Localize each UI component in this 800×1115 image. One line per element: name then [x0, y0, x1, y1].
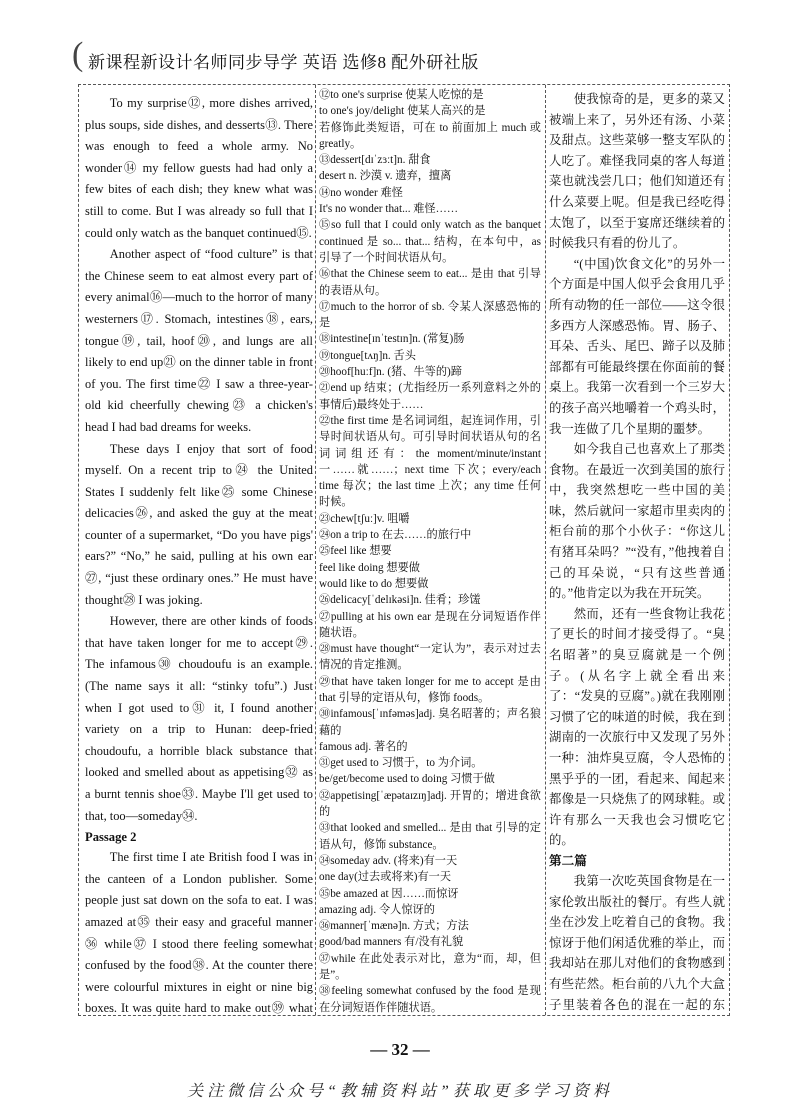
- translation1-paragraph: “(中国)饮食文化”的另外一个方面是中国人似乎会食用几乎所有动物的任一部位——这令很多西方人深感恐怖。胃、肠子、耳朵、舌头、尾巴、蹄子以及肺部都有可能最终摆在你面前的餐桌上。我第一次看到一个三岁大的孩子高兴地嚼着一个鸡头时，我一连做了几个星期的噩梦。: [549, 256, 725, 436]
- note: ㊲while 在此处表示对比，意为“而，却，但是”。: [319, 952, 541, 982]
- note: ⑭no wonder 难怪: [319, 186, 403, 199]
- note: ㉑end up 结束；(尤指经历一系列意料之外的事情后)最终处于……: [319, 382, 541, 411]
- note: ㉜appetising[ˈæpətaɪzɪŋ]adj. 开胃的；增进食欲的: [319, 789, 541, 819]
- translation2-paragraph: 我第一次吃英国食物是在一家伦敦出版社的餐厅。有些人就坐在沙发上吃着自己的食物。我惊讶于他们闲适优雅的举止，而我却站在那儿对他们的食物感到有些茫然。柜台前的八九个大盒子里装着各色的混在一起的东: [549, 873, 725, 1012]
- header-title: 新课程新设计名师同步导学 英语 选修8 配外研社版: [88, 53, 479, 72]
- note: ㉘must have thought“一定认为”，表示对过去情况的肯定推测。: [319, 643, 541, 672]
- passage2-heading: Passage 2: [85, 830, 137, 845]
- note: ⑮so full that I could only watch as the banquet continued 是 so... that... 结构，在本句中，as 引导了一个时间状语从句。: [319, 219, 541, 264]
- note: ㉟be amazed at 因……而惊讶: [319, 887, 459, 900]
- note: would like to do 想要做: [319, 577, 429, 590]
- page-header: [72, 36, 738, 74]
- note: ㉙that have taken longer for me to accept 是由 that 引导的定语从句，修饰 foods。: [319, 675, 541, 704]
- passage1-paragraph: To my surprise⑫, more dishes arrived, plus soups, side dishes, and desserts⑬. There was enough to feed a whole army. No wonder⑭ my fellow guests had had only a few bites of each dish; they knew what was still to come. But I was already so full that I could only watch as the banquet continued⑮.: [85, 96, 313, 240]
- translation-column: [549, 85, 725, 1015]
- english-passage-column: [85, 85, 313, 1015]
- column-divider: [315, 85, 316, 1015]
- translation1-paragraph: 然而，还有一些食物让我花了更长的时间才接受得了。“臭名昭著”的臭豆腐就是一个例子。(从名字上就全看出来了：“发臭的豆腐”。)就在我刚刚习惯了它的味道的时候，我在到湖南的一次旅行中又发现了另外一种：油炸臭豆腐，令人恐怖的黑乎乎的一团，看起来、闻起来都像是一只烧焦了的网球鞋。或许有那么一天我也会习惯吃它的。: [549, 606, 725, 848]
- note: ㊱manner[ˈmænə]n. 方式；方法: [319, 920, 469, 933]
- note: ⑬dessert[dɪˈzɜːt]n. 甜食: [319, 154, 431, 167]
- note: 若修饰此类短语，可在 to 前面加上 much 或 greatly。: [319, 121, 541, 150]
- note: ㉓chew[tʃuː]v. 咀嚼: [319, 512, 410, 525]
- note: ⑯that the Chinese seem to eat... 是由 that 引导的表语从句。: [319, 268, 541, 297]
- note: ㊳feeling somewhat confused by the food 是现在分词短语作伴随状语。: [319, 985, 541, 1014]
- note: ⑫to one's surprise 使某人吃惊的是: [319, 89, 484, 101]
- translation1-paragraph: 使我惊奇的是，更多的菜又被端上来了，另外还有汤、小菜及甜点。这些菜够一整支军队的人吃了。难怪我同桌的客人每道菜也就浅尝几口；他们知道还有什么菜要上呢。但是我已经吃得太饱了，以至于宴席还继续着的时候我只有看的份儿了。: [549, 92, 725, 251]
- note: ㉞someday adv. (将来)有一天: [319, 854, 458, 867]
- note: It's no wonder that... 难怪……: [319, 203, 459, 216]
- column-divider: [545, 85, 546, 1015]
- page-number: — 32 —: [370, 1040, 430, 1059]
- note: ㉛get used to 习惯于，to 为介词。: [319, 757, 483, 770]
- passage2-paragraph: The first time I ate British food I was in the canteen of a London publisher. Some people just sat down on the sofa to eat. I was amazed at㉟ their easy and graceful manner㊱ while㊲ I stood there feeling somewhat confused by the food㊳. At the counter there were colourful mixtures in eight or nine big boxes. It was quite hard to make out㊴ what: [85, 850, 313, 1015]
- note: ⑰much to the horror of sb. 令某人深感恐怖的是: [319, 300, 541, 330]
- translation2-heading: 第二篇: [549, 853, 587, 868]
- note: be/get/become used to doing 习惯于做: [319, 773, 495, 786]
- note: to one's joy/delight 使某人高兴的是: [319, 105, 486, 118]
- note: amazing adj. 令人惊讶的: [319, 903, 435, 916]
- note: famous adj. 著名的: [319, 740, 408, 753]
- note: ㉕feel like 想要: [319, 545, 392, 558]
- translation1-paragraph: 如今我自己也喜欢上了那类食物。在最近一次到美国的旅行中，我突然想吃一些中国的美味，然后就问一家超市里卖肉的柜台前的那个小伙子：“你这儿有猪耳朵吗？”“没有，”他拽着自己的耳朵说，“只有这些普通的。”他肯定以为我在开玩笑。: [549, 442, 725, 601]
- header-bracket: (: [72, 36, 84, 73]
- note: ⑲tongue[tʌŋ]n. 舌头: [319, 349, 416, 362]
- note: ㉖delicacy[ˈdelɪkəsi]n. 佳肴；珍馐: [319, 594, 481, 607]
- note: ㉝that looked and smelled... 是由 that 引导的定语从句，修饰 substance。: [319, 822, 541, 851]
- content-box: [78, 84, 730, 1016]
- note: feel like doing 想要做: [319, 561, 420, 574]
- note: good/bad manners 有/没有礼貌: [319, 936, 464, 949]
- note: ⑳hoof[huːf]n. (猪、牛等的)蹄: [319, 366, 462, 379]
- note: ⑱intestine[ɪnˈtestɪn]n. (常复)肠: [319, 333, 465, 346]
- notes-column: [319, 85, 541, 1015]
- passage1-paragraph: However, there are other kinds of foods that have taken longer for me to accept㉙. The infamous㉚ choudoufu is an example. (The name says it all: “stinky tofu”.) Just when I got used to㉛ it, I found another variety on a trip to Hunan: deep-fried choudoufu, a horrible black substance that looked and smelled about as appetising㉜ as a burnt tennis shoe㉝. Maybe I'll get used to that, too—someday㉞.: [85, 614, 313, 823]
- passage1-paragraph: These days I enjoy that sort of food myself. On a recent trip to㉔ the United States I suddenly felt like㉕ some Chinese delicacies㉖, and asked the guy at the meat counter of a supermarket, “Do you have pigs' ears?” “No,” he said, pulling at his own ear㉗, “just these ordinary ones.” He must have thought㉘ I was joking.: [85, 441, 313, 607]
- note: desert n. 沙漠 v. 遗弃，擅离: [319, 170, 452, 183]
- note: ㉔on a trip to 在去……的旅行中: [319, 529, 472, 542]
- note: ㉚infamous[ˈɪnfəməs]adj. 臭名昭著的；声名狼藉的: [319, 708, 541, 737]
- note: ㉒the first time 是名词词组，起连词作用，引导时间状语从句。可引导时间状语从句的名词词组还有：the moment/minute/instant 一……就……；next time 下次；every/each time 每次；the last time 上次；any time 任何时候。: [319, 414, 541, 509]
- bottom-banner: 关注微信公众号“教辅资料站”获取更多学习资料: [187, 1083, 613, 1100]
- note: one day(过去或将来)有一天: [319, 871, 452, 884]
- passage1-paragraph: Another aspect of “food culture” is that the Chinese seem to eat almost every part of every animal⑯—much to the horror of many westerners⑰. Stomach, intestines⑱, ears, tongue⑲, tail, hoof⑳, and lungs are all likely to end up㉑ on the dinner table in front of you. The first time㉒ I saw a three-year-old kid cheerfully chewing㉓ a chicken's head I had bad dreams for weeks.: [85, 247, 313, 434]
- note: ㉗pulling at his own ear 是现在分词短语作伴随状语。: [319, 610, 541, 639]
